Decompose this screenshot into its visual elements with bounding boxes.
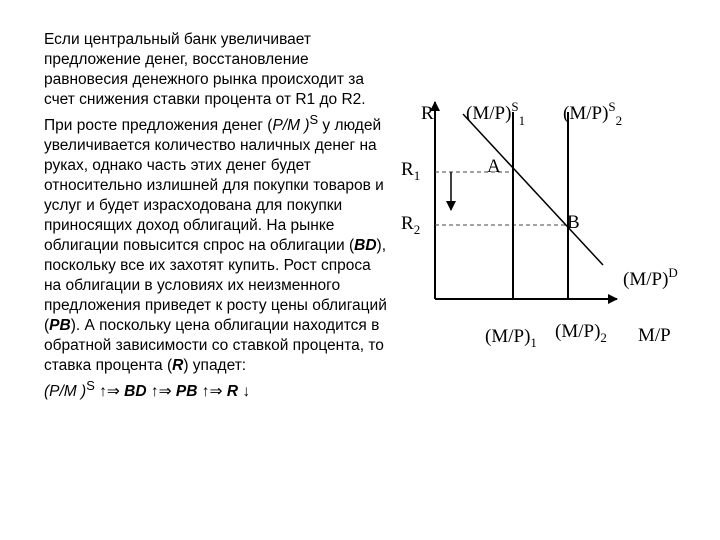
explanation-text xyxy=(44,30,392,402)
bd-term: BD xyxy=(354,237,377,255)
point-b-label: B xyxy=(567,212,580,233)
formula-r: R xyxy=(226,383,239,401)
formula-pb: PB xyxy=(175,383,198,401)
r1-label: $R_1$ xyxy=(401,159,421,183)
point-a-label: A xyxy=(487,156,501,177)
r-term: R xyxy=(172,357,184,375)
paragraph-1: Если центральный банк увеличивает предложение денег, восстановление равновесия денежного рынка происходит за счет снижения ставки процента от R1 до R2. xyxy=(44,31,366,108)
demand-curve xyxy=(463,114,603,265)
para2-end: ) упадет: xyxy=(183,357,247,375)
y-axis-label: R xyxy=(421,103,434,124)
formula-bd: BD xyxy=(124,383,147,401)
x2-label: $(M/P)_2$ xyxy=(555,321,607,345)
formula-down: ↓ xyxy=(238,383,251,401)
s-superscript: S xyxy=(309,112,319,127)
formula-arrow-1: ↑⇒ xyxy=(94,383,125,401)
para2-mid2: ), поскольку все их захотят купить. Рост спроса на облигации в условиях их неизменного предложения приведет к росту цены облигаций ( xyxy=(44,237,387,335)
formula-pm: (P/M ) xyxy=(44,383,87,401)
supply-2-label: $(M/P)^S_2$ xyxy=(563,99,623,128)
paragraph-2: При росте предложения денег (P/M )$^S$ у людей увеличивается количество наличных денег на руках, однако часть этих денег будет относительно излишней для покупки товаров и услуг и будет израсходована для покупки приносящих доход облигаций. На рынке облигации повысится спрос на облигации (BD), поскольку все их захотят купить. Рост спроса на облигации в условиях их неизменного предложения приведет к росту цены облигаций (PB). А поскольку цена облигации находится в обратной зависимости со ставкой процента, то ставка процента (R) упадет: xyxy=(44,112,387,375)
demand-label: $(M/P)^D$ xyxy=(623,265,678,290)
x1-label: $(M/P)_1$ xyxy=(485,326,537,350)
formula-arrow-3: ↑⇒ xyxy=(197,383,227,401)
pb-term: PB xyxy=(49,317,71,335)
money-market-diagram xyxy=(395,92,705,357)
para2-mid: у людей увеличивается количество наличных денег на руках, однако часть этих денег будет относительно излишней для покупки товаров и услуг и будет израсходована для покупки приносящих доход облигаций. На рынке облигации повысится спрос на облигации ( xyxy=(44,117,384,255)
r2-label: $R_2$ xyxy=(401,213,421,237)
supply-1-label: $(M/P)^S_1$ xyxy=(466,99,526,128)
para2-mid3: ). А поскольку цена облигации находится в обратной зависимости со ставкой процента, то ставка процента ( xyxy=(44,317,384,375)
formula xyxy=(44,376,392,402)
formula-s: S xyxy=(86,378,95,394)
para2-start: При росте предложения денег ( xyxy=(44,117,273,135)
formula-arrow-2: ↑⇒ xyxy=(146,383,176,401)
x-axis-label: M/P xyxy=(638,325,671,346)
pm-term: P/M xyxy=(272,117,301,135)
